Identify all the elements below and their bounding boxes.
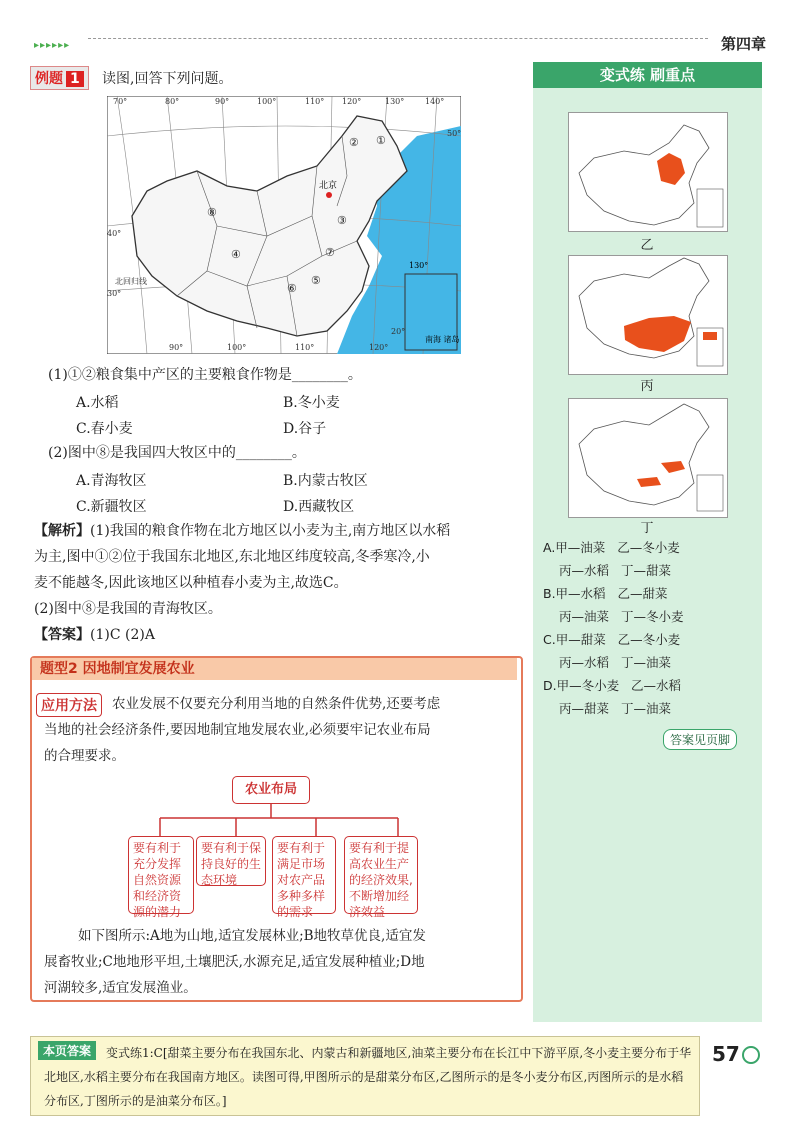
mini-map-caption-ding: 丁 xyxy=(640,521,654,536)
tree-child-4: 要有利于提高农业生产的经济效果,不断增加经济效益 xyxy=(344,836,418,914)
section-title: 题型2 因地制宜发展农业 xyxy=(32,658,517,680)
analysis-line-4: (2)图中⑧是我国的青海牧区。 xyxy=(34,601,222,617)
example-intro: 读图,回答下列问题。 xyxy=(102,71,233,87)
analysis-line-3: 麦不能越冬,因此该地区以种植春小麦为主,故选C。 xyxy=(34,575,348,591)
question-2: (2)图中⑧是我国四大牧区中的________。 xyxy=(48,445,306,461)
q1-option-a: A.水稻 xyxy=(76,395,119,411)
map-label-islands: 南海 诸岛 xyxy=(425,335,460,344)
practice-option-b: B.甲—水稻 乙—甜菜 丙—油菜 丁—冬小麦 xyxy=(543,586,684,624)
q2-option-b: B.内蒙古牧区 xyxy=(283,473,368,489)
region-6: ⑥ xyxy=(287,282,297,295)
example-tag: 例题 1 xyxy=(30,66,89,90)
page-number: 57 xyxy=(712,1042,740,1066)
example-line-2: 展畜牧业;C地地形平坦,土壤肥沃,水源充足,适宜发展种植业;D地 xyxy=(44,954,425,970)
region-7: ⑦ xyxy=(325,246,335,259)
q1-option-b: B.冬小麦 xyxy=(283,395,340,411)
question-1: (1)①②粮食集中产区的主要粮食作物是________。 xyxy=(48,367,362,383)
analysis-block xyxy=(34,518,522,648)
footer-answer-text: 变式练1:C[甜菜主要分布在我国东北、内蒙古和新疆地区,油菜主要分布在长江中下游平原,冬小麦主要分布于华北地区,水稻主要分布在我国南方地区。读图可得,甲图所示的是甜菜分布区,乙图所示的是冬小麦分布区,丙图所示的是水稻分布区,丁图所示的是油菜分布区。] xyxy=(44,1046,692,1108)
region-4: ④ xyxy=(231,248,241,261)
practice-option-c: C.甲—甜菜 乙—冬小麦 丙—水稻 丁—油菜 xyxy=(543,632,681,670)
lon-bottom-4: 120° xyxy=(369,343,389,352)
lon-top-1: 70° xyxy=(113,97,128,106)
example-line-3: 河湖较多,适宜发展渔业。 xyxy=(44,980,197,996)
example-line-1: 如下图所示:A地为山地,适宜发展林业;B地牧草优良,适宜发 xyxy=(78,928,426,944)
lon-top-6: 120° xyxy=(342,97,362,106)
clock-icon xyxy=(742,1046,760,1064)
lat-2: 40° xyxy=(107,229,122,238)
region-1: ① xyxy=(376,134,386,147)
analysis-line-1: (1)我国的粮食作物在北方地区以小麦为主,南方地区以水稻 xyxy=(90,523,451,539)
map-inset-lon: 130° xyxy=(409,261,429,270)
q1-option-c: C.春小麦 xyxy=(76,421,133,437)
mini-map-ding xyxy=(568,398,728,518)
answer-text: (1)C (2)A xyxy=(90,627,155,643)
mini-map-yi xyxy=(568,112,728,232)
lon-bottom-2: 100° xyxy=(227,343,247,352)
lon-top-5: 110° xyxy=(305,97,325,106)
china-map-figure xyxy=(107,96,461,354)
region-8: ⑧ xyxy=(207,206,217,219)
region-5: ⑤ xyxy=(311,274,321,287)
tree-connectors xyxy=(150,804,430,836)
lon-bottom-3: 110° xyxy=(295,343,315,352)
region-3: ③ xyxy=(337,214,347,227)
mini-map-bing xyxy=(568,255,728,375)
mini-map-caption-yi: 乙 xyxy=(640,238,654,253)
lon-top-7: 130° xyxy=(385,97,405,106)
lon-top-3: 90° xyxy=(215,97,230,106)
lon-top-8: 140° xyxy=(425,97,445,106)
analysis-label: 【解析】 xyxy=(34,523,90,539)
lon-bottom-1: 90° xyxy=(169,343,184,352)
method-line-2: 当地的社会经济条件,要因地制宜地发展农业,必须要牢记农业布局 xyxy=(44,722,431,738)
tree-root-node: 农业布局 xyxy=(232,776,310,804)
tree-child-2: 要有利于保持良好的生态环境 xyxy=(196,836,266,886)
method-line-3: 的合理要求。 xyxy=(44,748,125,764)
lat-1: 50° xyxy=(447,129,461,138)
mini-map-caption-bing: 丙 xyxy=(640,379,654,394)
analysis-line-2: 为主,图中①②位于我国东北地区,东北地区纬度较高,冬季寒冷,小 xyxy=(34,549,430,565)
lon-top-2: 80° xyxy=(165,97,180,106)
lat-3: 30° xyxy=(107,289,122,298)
chapter-title: 第四章 xyxy=(720,35,766,53)
method-tag: 应用方法 xyxy=(36,693,102,717)
region-2: ② xyxy=(349,136,359,149)
footer-answer-tag: 本页答案 xyxy=(38,1041,96,1060)
q1-option-d: D.谷子 xyxy=(283,421,327,437)
answer-footnote-link[interactable]: 答案见页脚 xyxy=(663,729,737,750)
answer-label: 【答案】 xyxy=(34,627,90,643)
tree-child-3: 要有利于满足市场对农产品多种多样的需求 xyxy=(272,836,336,914)
practice-title: 变式练 刷重点 xyxy=(533,62,762,88)
header-rule xyxy=(88,38,708,39)
method-line-1: 农业发展不仅要充分利用当地的自然条件优势,还要考虑 xyxy=(112,696,441,712)
q2-option-d: D.西藏牧区 xyxy=(283,499,355,515)
q2-option-c: C.新疆牧区 xyxy=(76,499,147,515)
map-label-tropic: 北回归线 xyxy=(115,277,147,286)
q2-option-a: A.青海牧区 xyxy=(76,473,147,489)
map-label-beijing: 北京 xyxy=(319,181,338,191)
tree-child-1: 要有利于充分发挥自然资源和经济资源的潜力 xyxy=(128,836,194,914)
header-dots: ▸▸▸▸▸▸ xyxy=(34,40,71,51)
lon-top-4: 100° xyxy=(257,97,277,106)
practice-option-d: D.甲—冬小麦 乙—水稻 丙—甜菜 丁—油菜 xyxy=(543,678,682,716)
lat-4: 20° xyxy=(391,327,406,336)
practice-option-a: A.甲—油菜 乙—冬小麦 丙—水稻 丁—甜菜 xyxy=(543,540,680,578)
